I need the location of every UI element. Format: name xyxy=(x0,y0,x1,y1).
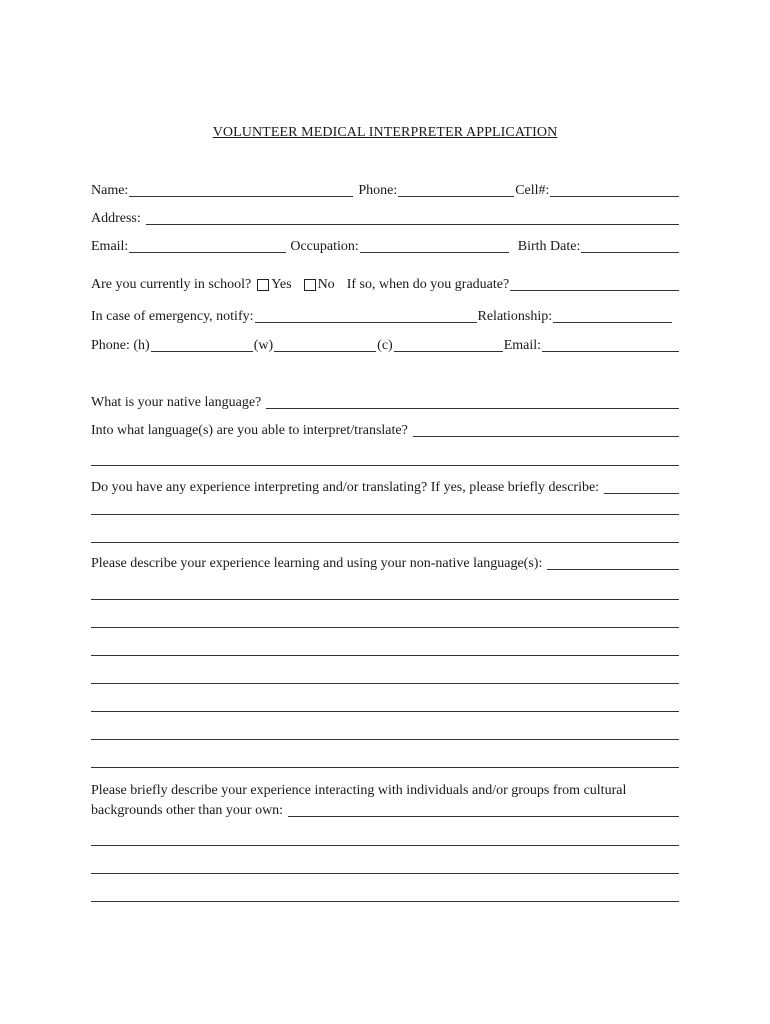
answer-line[interactable] xyxy=(91,627,679,628)
phone-home-field[interactable] xyxy=(151,338,253,352)
relationship-field[interactable] xyxy=(553,309,672,323)
email-field[interactable] xyxy=(129,239,286,253)
graduate-question: If so, when do you graduate? xyxy=(346,277,510,292)
experience-question: Do you have any experience interpreting and/or translating? If yes, please briefly describe: xyxy=(91,480,600,495)
emergency-label: In case of emergency, notify: xyxy=(91,309,254,324)
birth-date-field[interactable] xyxy=(581,239,679,253)
experience-field[interactable] xyxy=(604,480,679,494)
phone-work-label: (w) xyxy=(253,338,274,353)
answer-line[interactable] xyxy=(91,599,679,600)
yes-checkbox[interactable] xyxy=(257,279,269,291)
phone-label: Phone: xyxy=(358,183,398,198)
cell-field[interactable] xyxy=(550,183,679,197)
answer-line[interactable] xyxy=(91,542,679,543)
answer-line[interactable] xyxy=(91,901,679,902)
answer-line[interactable] xyxy=(91,711,679,712)
occupation-field[interactable] xyxy=(360,239,509,253)
email-label: Email: xyxy=(91,239,129,254)
interpret-language-field[interactable] xyxy=(413,423,679,437)
graduate-field[interactable] xyxy=(510,277,679,291)
name-field[interactable] xyxy=(129,183,353,197)
answer-line[interactable] xyxy=(91,655,679,656)
address-field[interactable] xyxy=(146,211,679,225)
native-language-field[interactable] xyxy=(266,395,679,409)
answer-line[interactable] xyxy=(91,739,679,740)
interpret-language-row xyxy=(91,422,680,440)
relationship-label: Relationship: xyxy=(477,309,553,324)
answer-line[interactable] xyxy=(91,683,679,684)
address-row xyxy=(91,210,680,228)
nonnative-question: Please describe your experience learning and using your non-native language(s): xyxy=(91,556,543,571)
native-language-question: What is your native language? xyxy=(91,395,262,410)
phone-cell-field[interactable] xyxy=(394,338,503,352)
contact-row xyxy=(91,182,680,200)
emergency-email-label: Email: xyxy=(503,338,542,353)
cell-label: Cell#: xyxy=(515,183,550,198)
cultural-question-line1: Please briefly describe your experience interacting with individuals and/or groups from cultural xyxy=(91,783,627,798)
answer-line[interactable] xyxy=(91,873,679,874)
no-checkbox[interactable] xyxy=(304,279,316,291)
no-label: No xyxy=(317,277,335,292)
page-title: VOLUNTEER MEDICAL INTERPRETER APPLICATION xyxy=(212,125,558,140)
school-row xyxy=(91,276,680,294)
school-question: Are you currently in school? xyxy=(91,277,252,292)
answer-line[interactable] xyxy=(91,845,679,846)
answer-line[interactable] xyxy=(91,465,679,466)
email-occupation-row xyxy=(91,238,680,256)
phone-field[interactable] xyxy=(398,183,514,197)
phone-work-field[interactable] xyxy=(274,338,376,352)
phone-cell-label: (c) xyxy=(377,338,393,353)
cultural-field[interactable] xyxy=(288,803,679,817)
cultural-question-line2: backgrounds other than your own: xyxy=(91,803,284,818)
answer-line[interactable] xyxy=(91,767,679,768)
emergency-email-field[interactable] xyxy=(542,338,679,352)
answer-line[interactable] xyxy=(91,514,679,515)
experience-row xyxy=(91,479,680,497)
native-language-row xyxy=(91,394,680,412)
cultural-row xyxy=(91,802,680,820)
occupation-label: Occupation: xyxy=(290,239,359,254)
birth-date-label: Birth Date: xyxy=(517,239,581,254)
name-label: Name: xyxy=(91,183,129,198)
emergency-contact-field[interactable] xyxy=(255,309,477,323)
address-label: Address: xyxy=(91,211,141,226)
emergency-phones-row xyxy=(91,337,680,355)
nonnative-row xyxy=(91,555,680,573)
yes-label: Yes xyxy=(271,277,292,292)
phone-home-label: Phone: (h) xyxy=(91,338,150,353)
emergency-row xyxy=(91,308,680,326)
interpret-language-question: Into what language(s) are you able to interpret/translate? xyxy=(91,423,408,438)
nonnative-field[interactable] xyxy=(547,556,679,570)
